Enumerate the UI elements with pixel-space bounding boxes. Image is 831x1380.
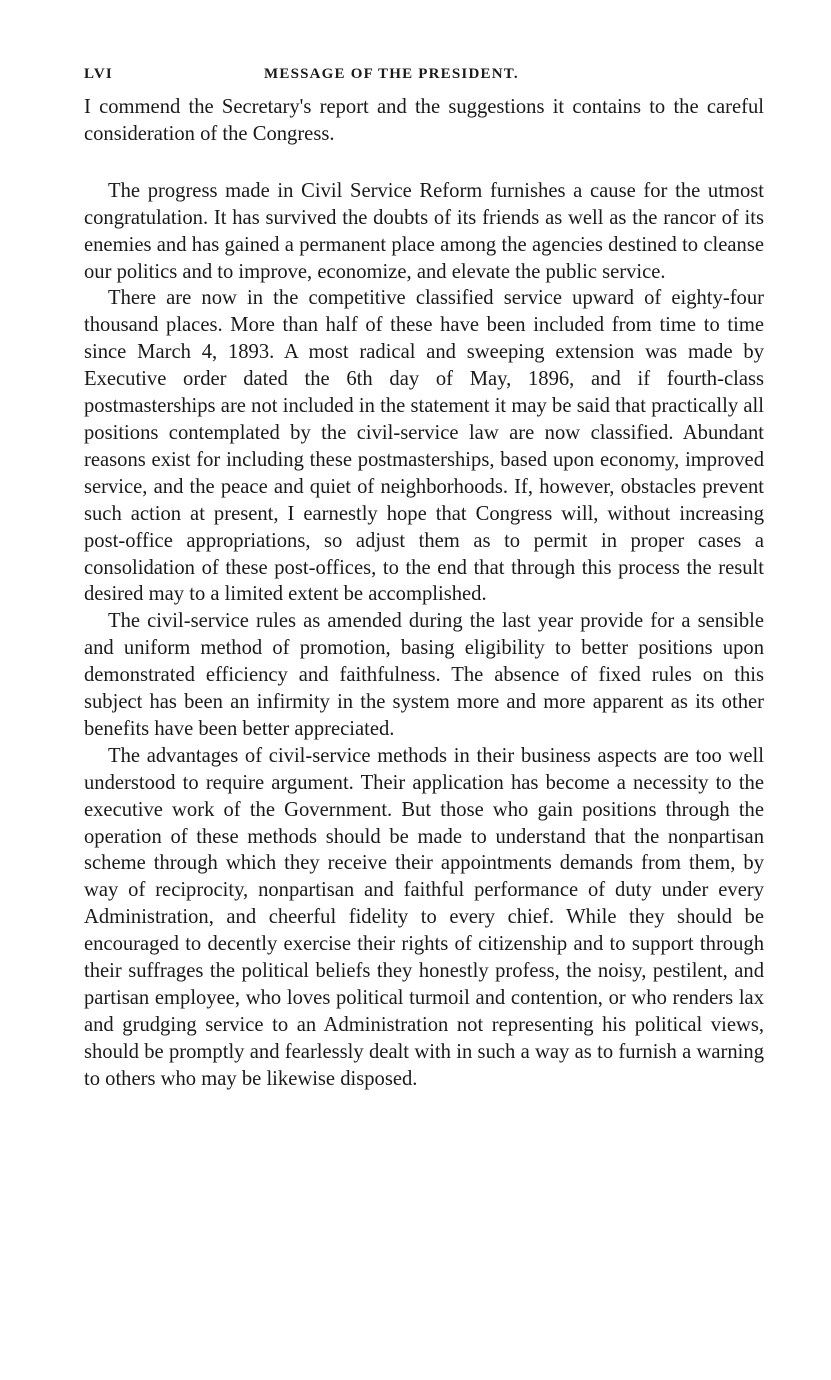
running-head xyxy=(84,66,764,94)
running-head-title: MESSAGE OF THE PRESIDENT. xyxy=(264,66,519,82)
paragraph-promotion-rules: The civil-service rules as amended during the last year provide for a sensible and uniform method of promotion, basing eligibility to better positions upon demonstrated efficiency and faithfulness. The absence of fixed rules on this subject has been an infirmity in the system more and more apparent as its other benefits have been better appreciated. xyxy=(84,610,764,740)
paragraph-classified-service: There are now in the competitive classified service upward of eighty-four thousand places. More than half of these have been included from time to time since March 4, 1893. A most radical and sweeping extension was made by Executive order dated the 6th day of May, 1896, and if fourth-class postmasterships are not included in the statement it may be said that practically all positions contemplated by the civil-service law are now classified. Abundant reasons exist for including these postmasterships, based upon economy, improved service, and the peace and quiet of neighborhoods. If, however, obstacles prevent such action at present, I earnestly hope that Congress will, without increasing post-office appropriations, so adjust them as to permit in proper cases a consolidation of these post-offices, to the end that through this process the result desired may to a limited extent be accomplished. xyxy=(84,287,764,606)
page-number: LVI xyxy=(84,66,113,82)
paragraph-civil-service-progress: The progress made in Civil Service Reform furnishes a cause for the utmost congratulation. It has survived the doubts of its friends as well as the rancor of its enemies and has gained a permanent place among the agencies destined to cleanse our politics and to improve, economize, and elevate the public service. xyxy=(84,179,764,283)
paragraph-civil-service-advantages: The advantages of civil-service methods in their business aspects are too well understood to require argument. Their application has become a necessity to the executive work of the Government. But those who gain positions through the operation of these methods should be made to understand that the nonpartisan scheme through which they receive their appointments demands from them, by way of reciprocity, nonpartisan and faithful performance of duty under every Administration, and cheerful fidelity to every chief. While they should be encouraged to decently exercise their rights of citizenship and to support through their suffrages the political beliefs they honestly profess, the noisy, pestilent, and partisan employee, who loves political turmoil and contention, or who renders lax and grudging service to an Administration not representing his political views, should be promptly and fearlessly dealt with in such a way as to furnish a warning to others who may be likewise disposed. xyxy=(84,744,764,1090)
document-page xyxy=(84,66,764,1093)
paragraph-commend-report: I commend the Secretary's report and the suggestions it contains to the careful consideration of the Congress. xyxy=(84,96,764,145)
